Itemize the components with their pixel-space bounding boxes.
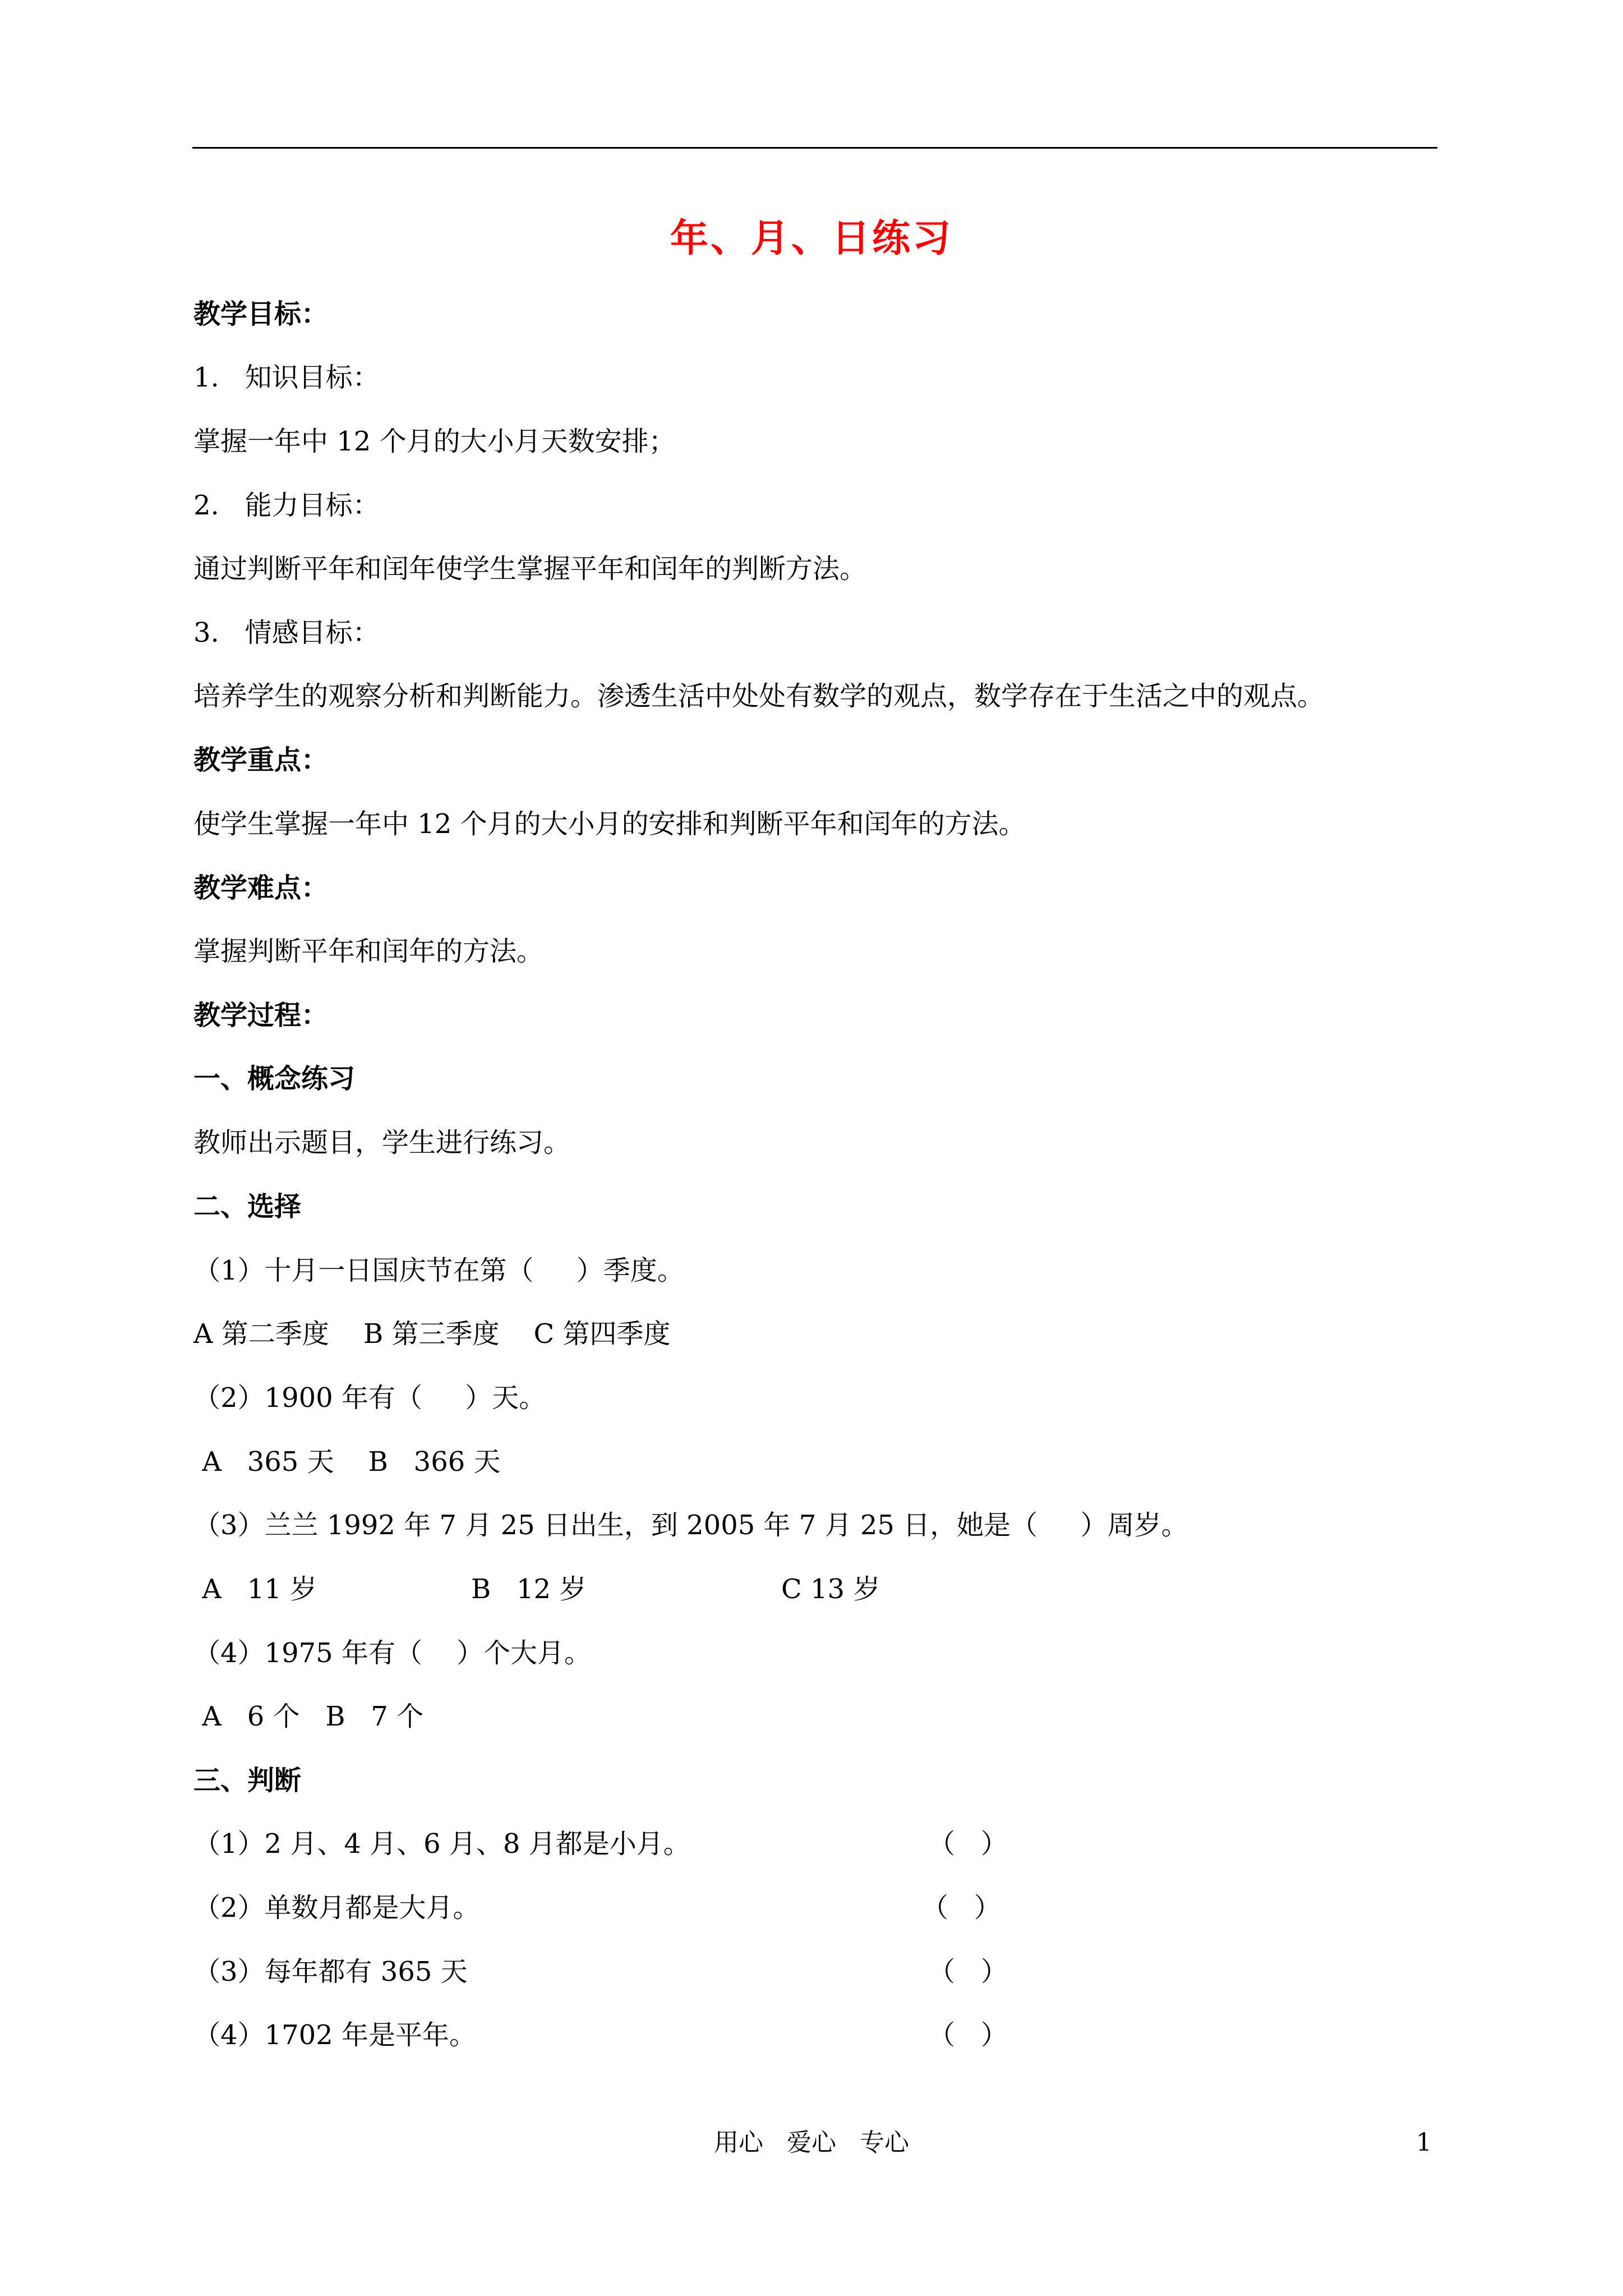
goal-2-heading: 2. 能力目标： bbox=[193, 490, 380, 521]
judgement-4: （4）1702 年是平年。 bbox=[193, 2019, 476, 2051]
question-2: （2）1900 年有（ ）天。 bbox=[193, 1382, 546, 1414]
question-1: （1）十月一日国庆节在第（ ）季度。 bbox=[193, 1255, 684, 1286]
judgement-2-blank: （ ） bbox=[921, 1892, 1001, 1924]
goal-3-text: 培养学生的观察分析和判断能力。渗透生活中处处有数学的观点，数学存在于生活之中的观点。 bbox=[193, 680, 1325, 712]
section-1-text: 教师出示题目，学生进行练习。 bbox=[193, 1127, 571, 1158]
section-1-heading: 一、概念练习 bbox=[193, 1063, 356, 1094]
judgement-4-blank: （ ） bbox=[928, 2019, 1008, 2051]
page-title: 年、月、日练习 bbox=[670, 216, 953, 261]
question-3-option-a: A 11 岁 bbox=[193, 1573, 317, 1605]
section-3-heading: 三、判断 bbox=[193, 1765, 302, 1796]
goal-2-text: 通过判断平年和闰年使学生掌握平年和闰年的判断方法。 bbox=[193, 553, 867, 585]
judgement-1-blank: （ ） bbox=[928, 1828, 1008, 1860]
footer-motto: 用心 爱心 专心 bbox=[714, 2128, 909, 2157]
header-rule bbox=[192, 147, 1437, 149]
section-2-heading: 二、选择 bbox=[193, 1191, 302, 1222]
question-3: （3）兰兰 1992 年 7 月 25 日出生，到 2005 年 7 月 25 日，她是（ ）周岁。 bbox=[193, 1510, 1188, 1541]
judgement-3: （3）每年都有 365 天 bbox=[193, 1956, 468, 1987]
heading-goals: 教学目标： bbox=[193, 298, 329, 330]
page-number: 1 bbox=[1416, 2128, 1432, 2157]
question-1-options: A 第二季度 B 第三季度 C 第四季度 bbox=[193, 1318, 671, 1350]
question-4: （4）1975 年有（ ）个大月。 bbox=[193, 1637, 591, 1669]
judgement-3-blank: （ ） bbox=[928, 1956, 1008, 1987]
heading-key-points: 教学重点： bbox=[193, 744, 329, 776]
question-2-options: A 365 天 B 366 天 bbox=[193, 1446, 501, 1478]
question-3-option-b: B 12 岁 bbox=[471, 1573, 587, 1605]
goal-3-heading: 3. 情感目标： bbox=[193, 617, 380, 648]
goal-1-text: 掌握一年中 12 个月的大小月天数安排； bbox=[193, 426, 676, 457]
key-points-text: 使学生掌握一年中 12 个月的大小月的安排和判断平年和闰年的方法。 bbox=[193, 808, 1026, 840]
difficulties-text: 掌握判断平年和闰年的方法。 bbox=[193, 936, 544, 967]
heading-process: 教学过程： bbox=[193, 1000, 329, 1031]
heading-difficulties: 教学难点： bbox=[193, 872, 329, 904]
question-3-option-c: C 13 岁 bbox=[781, 1573, 880, 1605]
judgement-1: （1）2 月、4 月、6 月、8 月都是小月。 bbox=[193, 1828, 690, 1860]
goal-1-heading: 1. 知识目标： bbox=[193, 362, 380, 393]
question-4-options: A 6 个 B 7 个 bbox=[193, 1701, 424, 1732]
judgement-2: （2）单数月都是大月。 bbox=[193, 1892, 480, 1924]
